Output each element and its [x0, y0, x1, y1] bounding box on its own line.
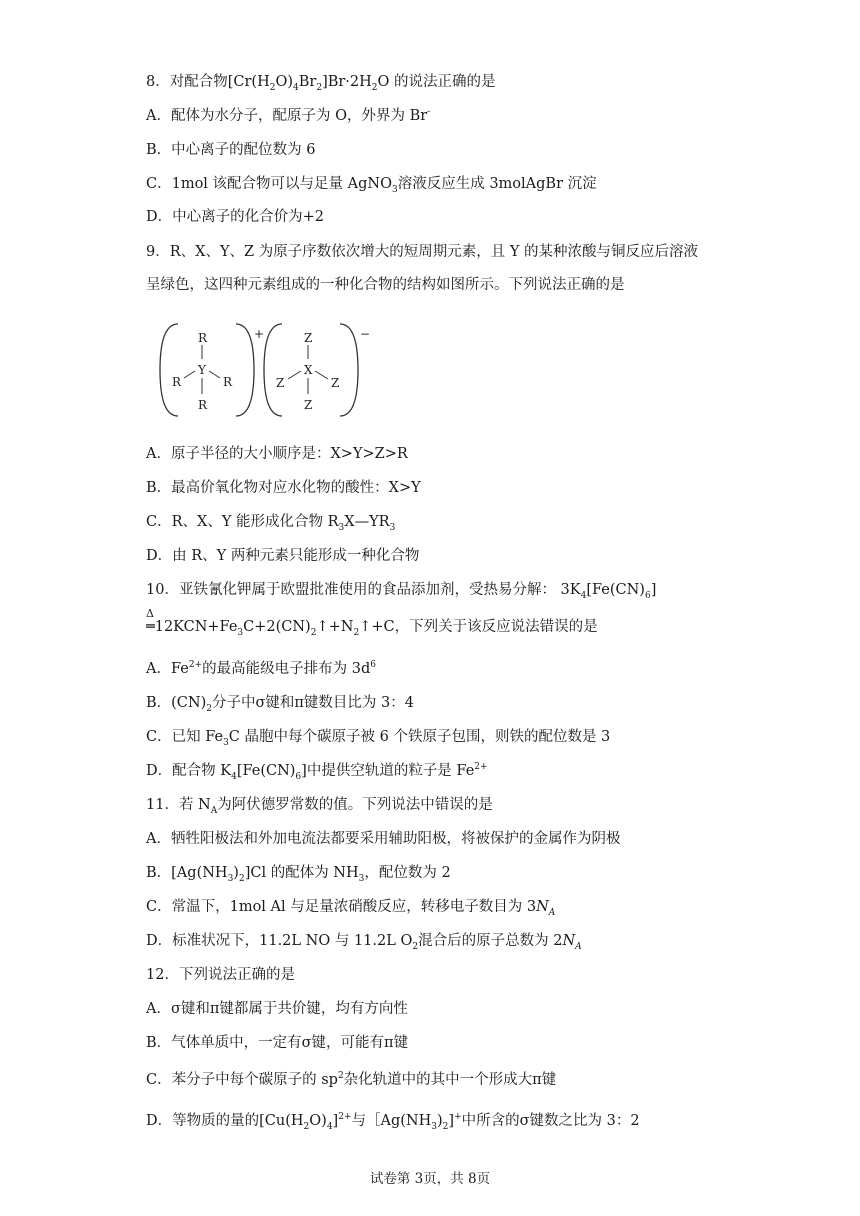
q9-option-b: B．最高价氧化物对应水化物的酸性：X>Y — [146, 480, 421, 496]
q9-option-c: C．R、X、Y 能形成化合物 $R_3X—YR_3$ — [146, 514, 396, 533]
q10-stem-line1: 10．亚铁氰化钾属于欧盟批准使用的食品添加剂，受热易分解： $3K_4[Fe(CN)_6]$ — [146, 582, 657, 601]
anion-center: X — [304, 363, 313, 377]
q10-option-d: D．配合物 $K_4[Fe(CN)_6]$中提供空轨道的粒子是 $Fe^{2+}$ — [146, 762, 488, 782]
q9-structure-figure — [150, 318, 380, 422]
q11-option-d: D．标准状况下，11.2L NO 与 11.2L $O_2$混合后的原子总数为 $2N_A$ — [146, 933, 582, 952]
anion-charge: − — [360, 327, 371, 341]
q11-option-b: B．$[Ag(NH_3)_2]Cl$ 的配体为 $NH_3$，配位数为 2 — [146, 865, 451, 884]
cation-charge: + — [254, 327, 265, 341]
q12-option-d: D．等物质的量的$[Cu(H_2O)_4]^{2+}$与$[Ag(NH_3)_2]^+$中所含的σ键数之比为 3：2 — [146, 1112, 640, 1132]
cation-left-ligand: R — [172, 375, 182, 389]
cation-top-ligand: R — [198, 331, 208, 345]
q12-option-a: A．σ键和π键都属于共价键，均有方向性 — [146, 1001, 408, 1017]
q12-option-b: B．气体单质中，一定有σ键，可能有π键 — [146, 1035, 409, 1051]
q9-stem-line1: 9．R、X、Y、Z 为原子序数依次增大的短周期元素，且 Y 的某种浓酸与铜反应后溶液 — [146, 244, 699, 260]
q11-option-c: C．常温下，1mol Al 与足量浓硝酸反应，转移电子数目为 $3N_A$ — [146, 899, 556, 918]
q11-stem: 11．若 $N_A$为阿伏德罗常数的值。下列说法中错误的是 — [146, 797, 493, 816]
q8-option-c: C．1mol 该配合物可以与足量 AgNO$_3$溶液反应生成 3molAgBr 沉淀 — [146, 176, 597, 195]
page-footer: 试卷第 3页，共 8页 — [369, 1171, 491, 1187]
cation-right-ligand: R — [223, 375, 233, 389]
cation-center: Y — [198, 363, 206, 377]
q8-option-b: B．中心离子的配位数为 6 — [146, 142, 316, 158]
q11-option-a: A．牺牲阳极法和外加电流法都要采用辅助阳极，将被保护的金属作为阴极 — [146, 831, 621, 847]
q12-stem: 12．下列说法正确的是 — [146, 967, 295, 983]
q8-option-a: A．配体为水分子，配原子为 O，外界为 Br- — [146, 107, 431, 124]
q8-option-d: D．中心离子的化合价为+2 — [146, 209, 324, 225]
cation-bottom-ligand: R — [198, 398, 208, 412]
q8-stem: 8．对配合物$[Cr(H_2O)_4Br_2]Br\cdot 2H_2O$ 的说法正确的是 — [146, 74, 496, 93]
anion-top-ligand: Z — [304, 331, 313, 345]
anion-left-ligand: Z — [276, 376, 285, 390]
q10-option-b: B．$(CN)_2$分子中σ键和π键数目比为 3：4 — [146, 695, 414, 714]
q10-stem-line2: $═12KCN+Fe_3C+2(CN)_2↑+N_2↑+C$，下列关于该反应说法错误的是 — [146, 619, 598, 638]
q10-option-c: C．已知 $Fe_3C$ 晶胞中每个碳原子被 6 个铁原子包围，则铁的配位数是 3 — [146, 729, 611, 748]
q9-stem-line2: 呈绿色，这四种元素组成的一种化合物的结构如图所示。下列说法正确的是 — [146, 277, 625, 293]
q10-option-a: A．$Fe^{2+}$的最高能级电子排布为 $3d^6$ — [146, 660, 376, 677]
anion-bottom-ligand: Z — [304, 398, 313, 412]
q12-option-c: C．苯分子中每个碳原子的 $sp^2$杂化轨道中的其中一个形成大π键 — [146, 1071, 557, 1088]
anion-right-ligand: Z — [331, 376, 340, 390]
q9-option-a: A．原子半径的大小顺序是：X>Y>Z>R — [146, 446, 408, 462]
heat-symbol: Δ — [146, 607, 154, 620]
q9-option-d: D．由 R、Y 两种元素只能形成一种化合物 — [146, 548, 420, 564]
